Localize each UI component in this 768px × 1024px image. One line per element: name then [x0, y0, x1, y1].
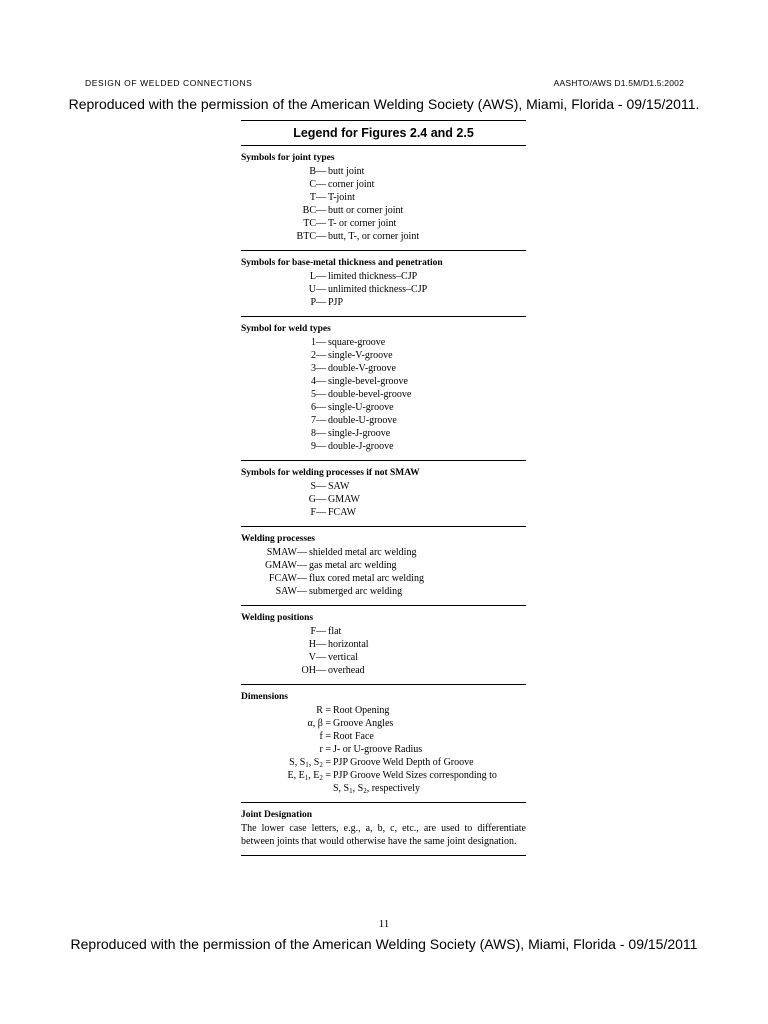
legend-description: flux cored metal arc welding: [309, 573, 424, 584]
section-heading: Welding positions: [241, 613, 314, 623]
legend-item: 6 — single-U-groove: [241, 401, 526, 414]
legend-item: BTC — butt, T-, or corner joint: [241, 230, 526, 243]
legend-description: T- or corner joint: [328, 218, 397, 229]
legend-symbol: TC: [303, 218, 316, 229]
legend-item: GMAW — gas metal arc welding: [241, 559, 526, 572]
legend-item: 5 — double-bevel-groove: [241, 388, 526, 401]
legend-description: butt, T-, or corner joint: [328, 231, 420, 242]
legend-description: shielded metal arc welding: [309, 547, 417, 558]
dimension-row: [241, 743, 526, 756]
legend-description: SAW: [328, 481, 350, 492]
dimension-desc: Root Face: [333, 731, 374, 742]
legend-description: single-J-groove: [328, 428, 391, 439]
dimension-symbol: r =: [319, 744, 331, 755]
legend-symbol: BTC: [296, 231, 316, 242]
legend-symbol: 6: [311, 402, 316, 413]
legend-description: gas metal arc welding: [309, 560, 397, 571]
legend-item: C — corner joint: [241, 178, 526, 191]
section-dimensions: [241, 685, 526, 803]
legend-item: F — flat: [241, 625, 526, 638]
legend-description: square-groove: [328, 337, 386, 348]
section-heading: Symbols for base-metal thickness and penetration: [241, 258, 443, 268]
dimension-row-continued: [241, 782, 526, 795]
legend-item: SMAW — shielded metal arc welding: [241, 546, 526, 559]
legend-symbol: B: [309, 166, 316, 177]
section-heading: Symbol for weld types: [241, 324, 331, 334]
legend-item: G — GMAW: [241, 493, 526, 506]
legend-symbol: F: [310, 626, 316, 637]
legend-symbol: FCAW: [268, 573, 297, 584]
legend-description: single-U-groove: [328, 402, 394, 413]
legend-symbol: G: [308, 494, 316, 505]
legend-item: BC — butt or corner joint: [241, 204, 526, 217]
section-heading: Symbols for joint types: [241, 153, 335, 163]
legend-symbol: SAW: [275, 586, 297, 597]
legend-item: 8 — single-J-groove: [241, 427, 526, 440]
legend-item: V — vertical: [241, 651, 526, 664]
legend-symbol: BC: [302, 205, 316, 216]
section-joint-designation: [241, 803, 526, 856]
legend-symbol: 5: [311, 389, 316, 400]
section-welding-positions: [241, 606, 526, 685]
legend-table: [241, 120, 526, 856]
legend-description: vertical: [328, 652, 358, 663]
dimension-desc: J- or U-groove Radius: [333, 744, 423, 755]
dimension-symbol: R =: [316, 705, 331, 716]
dimension-desc: Groove Angles: [333, 718, 394, 729]
legend-description: double-U-groove: [328, 415, 397, 426]
dimension-desc: Root Opening: [333, 705, 390, 716]
legend-description: single-bevel-groove: [328, 376, 408, 387]
legend-item: H — horizontal: [241, 638, 526, 651]
dimension-symbol: E, $E_1$, $E_2$ =: [287, 770, 331, 782]
legend-symbol: V: [308, 652, 316, 663]
legend-item: L — limited thickness–CJP: [241, 270, 526, 283]
legend-item: T — T-joint: [241, 191, 526, 204]
legend-item: FCAW — flux cored metal arc welding: [241, 572, 526, 585]
legend-description: PJP: [328, 297, 344, 308]
legend-item: S — SAW: [241, 480, 526, 493]
legend-symbol: T: [309, 192, 316, 203]
section-weld-types: [241, 317, 526, 461]
section-joint-types: [241, 146, 526, 251]
legend-description: GMAW: [328, 494, 360, 505]
legend-description: unlimited thickness–CJP: [328, 284, 428, 295]
section-heading: Joint Designation: [241, 810, 312, 820]
reproduction-notice-bottom: Reproduced with the permission of the American Welding Society (AWS), Miami, Florida - 09/15/2011: [70, 936, 698, 952]
dimension-row: [241, 704, 526, 717]
reproduction-notice-top: Reproduced with the permission of the American Welding Society (AWS), Miami, Florida - 09/15/2011.: [68, 96, 700, 112]
section-base-metal: [241, 251, 526, 317]
legend-item: 1 — square-groove: [241, 336, 526, 349]
legend-item: 7 — double-U-groove: [241, 414, 526, 427]
legend-symbol: S: [310, 481, 316, 492]
running-header-left: DESIGN OF WELDED CONNECTIONS: [85, 78, 253, 88]
dimension-row: [241, 730, 526, 743]
legend-title: Legend for Figures 2.4 and 2.5: [241, 121, 526, 146]
legend-symbol: 7: [311, 415, 316, 426]
legend-item: TC — T- or corner joint: [241, 217, 526, 230]
legend-item: 2 — single-V-groove: [241, 349, 526, 362]
legend-item: 4 — single-bevel-groove: [241, 375, 526, 388]
legend-item: 9 — double-J-groove: [241, 440, 526, 453]
section-heading: Dimensions: [241, 692, 288, 702]
page-number: 11: [378, 918, 390, 930]
legend-item: 3 — double-V-groove: [241, 362, 526, 375]
dimension-desc: PJP Groove Weld Sizes corresponding to: [333, 770, 497, 781]
legend-symbol: GMAW: [265, 560, 297, 571]
legend-symbol: 2: [311, 350, 316, 361]
section-processes-not-smaw: [241, 461, 526, 527]
legend-symbol: OH: [301, 665, 316, 676]
legend-symbol: SMAW: [266, 547, 297, 558]
legend-description: corner joint: [328, 179, 375, 190]
legend-description: horizontal: [328, 639, 369, 650]
legend-symbol: H: [308, 639, 316, 650]
section-heading: Welding processes: [241, 534, 315, 544]
legend-item: U — unlimited thickness–CJP: [241, 283, 526, 296]
legend-description: single-V-groove: [328, 350, 393, 361]
legend-symbol: L: [309, 271, 316, 282]
dimension-desc: S, $S_1$, $S_2$, respectively: [333, 783, 420, 795]
legend-description: overhead: [328, 665, 365, 676]
legend-description: butt or corner joint: [328, 205, 404, 216]
dimension-symbol: α, β =: [307, 718, 331, 729]
dimension-symbol: f =: [319, 731, 331, 742]
legend-symbol: 4: [311, 376, 316, 387]
legend-description: submerged arc welding: [309, 586, 403, 597]
legend-description: double-J-groove: [328, 441, 394, 452]
legend-description: butt joint: [328, 166, 365, 177]
section-welding-processes: [241, 527, 526, 606]
legend-item: F — FCAW: [241, 506, 526, 519]
legend-description: flat: [328, 626, 342, 637]
legend-symbol: U: [308, 284, 316, 295]
legend-description: FCAW: [328, 507, 357, 518]
legend-symbol: F: [310, 507, 316, 518]
legend-item: P — PJP: [241, 296, 526, 309]
legend-symbol: P: [310, 297, 316, 308]
section-heading: Symbols for welding processes if not SMAW: [241, 468, 420, 478]
running-header-right: AASHTO/AWS D1.5M/D1.5:2002: [553, 78, 684, 88]
dimension-symbol: S, $S_1$, $S_2$ =: [289, 757, 331, 769]
legend-item: OH — overhead: [241, 664, 526, 677]
dimension-row: [241, 756, 526, 769]
legend-symbol: 9: [311, 441, 316, 452]
dimension-desc: PJP Groove Weld Depth of Groove: [333, 757, 474, 768]
legend-symbol: 3: [311, 363, 316, 374]
dimension-row: [241, 769, 526, 782]
joint-designation-text: The lower case letters, e.g., a, b, c, etc., are used to differentiate between joints that would otherwise have the same joint designation.: [241, 823, 526, 847]
legend-item: B — butt joint: [241, 165, 526, 178]
legend-symbol: 1: [311, 337, 316, 348]
legend-description: double-V-groove: [328, 363, 396, 374]
legend-symbol: C: [309, 179, 316, 190]
legend-symbol: 8: [311, 428, 316, 439]
legend-description: double-bevel-groove: [328, 389, 412, 400]
legend-description: T-joint: [328, 192, 355, 203]
legend-item: SAW — submerged arc welding: [241, 585, 526, 598]
dimension-row: [241, 717, 526, 730]
legend-description: limited thickness–CJP: [328, 271, 418, 282]
